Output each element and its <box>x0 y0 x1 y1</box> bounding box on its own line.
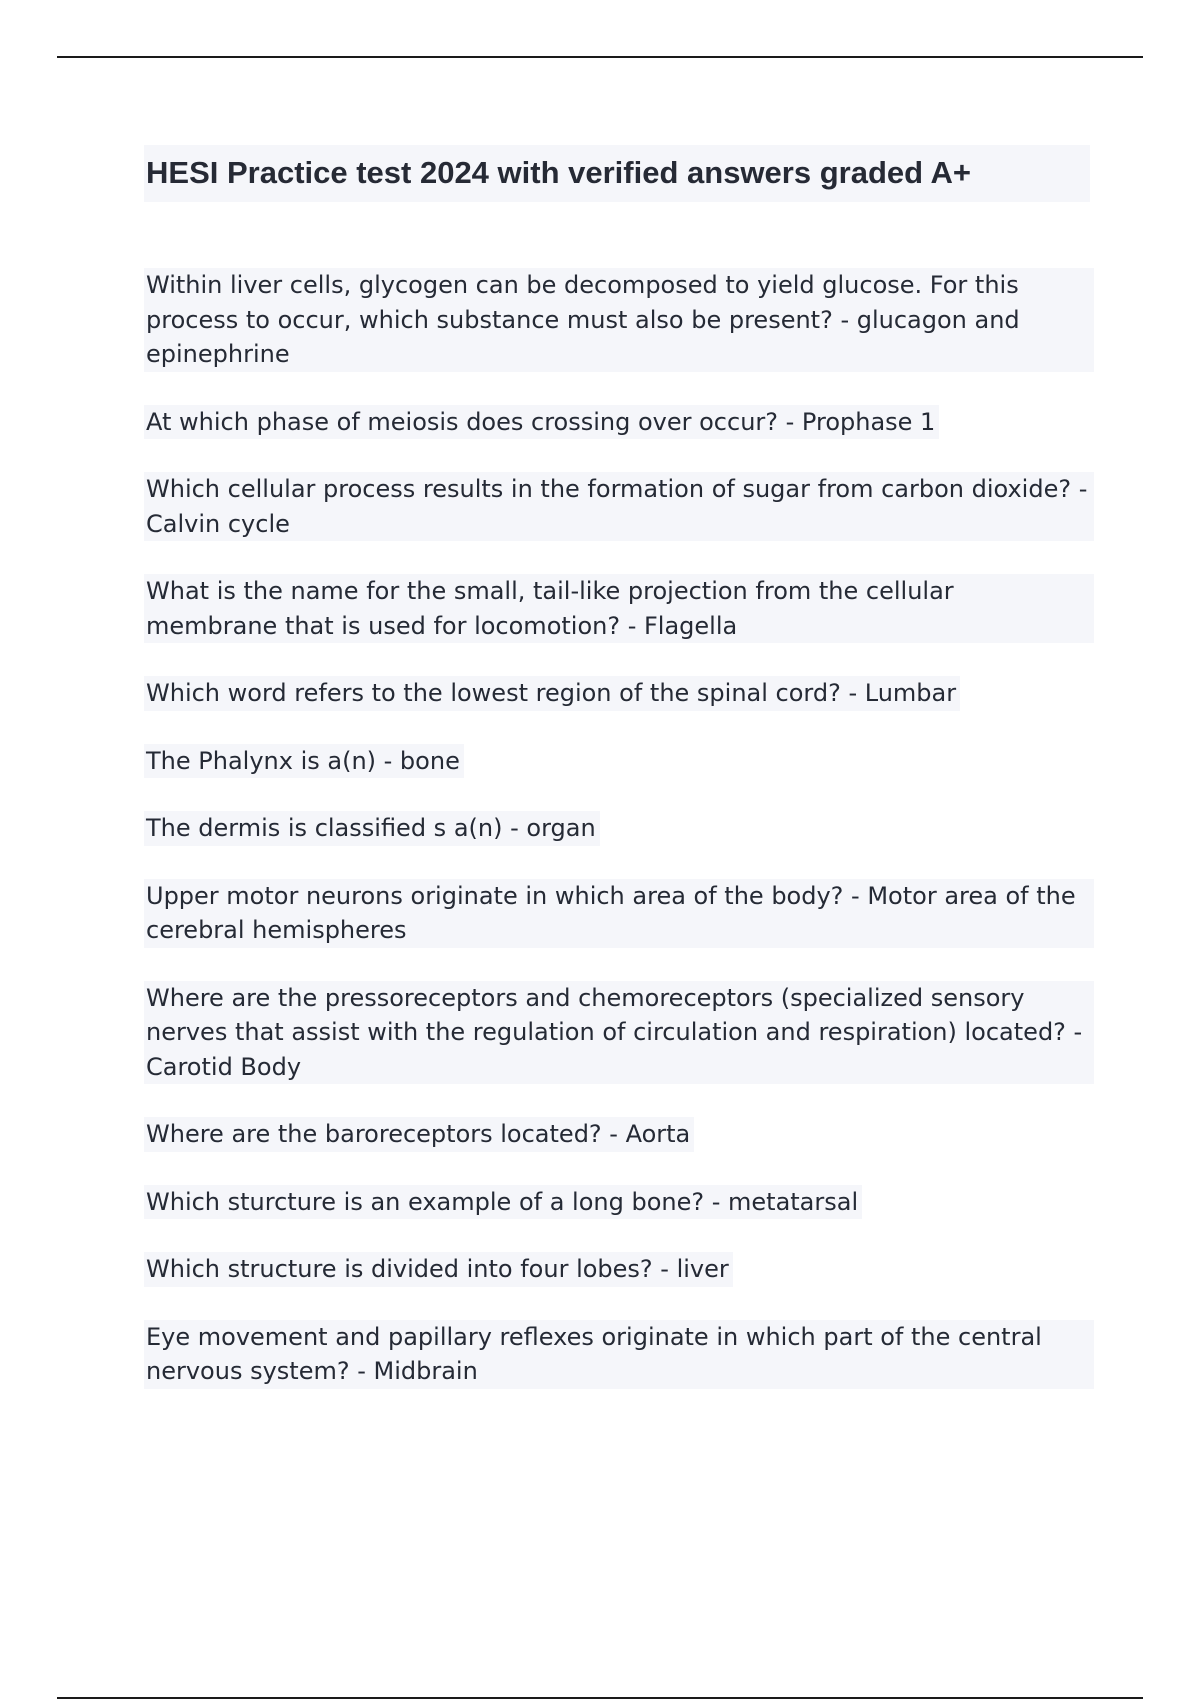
qa-item: Where are the pressoreceptors and chemoreceptors (specialized sensory nerves that assist with the regulation of circulation and respiration) located? - Carotid Body <box>144 981 1094 1085</box>
qa-item: Which cellular process results in the formation of sugar from carbon dioxide? - Calvin cycle <box>144 472 1094 541</box>
qa-item: Which sturcture is an example of a long bone? - metatarsal <box>144 1185 862 1220</box>
qa-item: Which word refers to the lowest region of the spinal cord? - Lumbar <box>144 676 960 711</box>
bottom-rule <box>57 1697 1143 1699</box>
document-title: HESI Practice test 2024 with verified answers graded A+ <box>146 155 972 190</box>
qa-item: Within liver cells, glycogen can be decomposed to yield glucose. For this process to occur, which substance must also be present? - glucagon and epinephrine <box>144 268 1094 372</box>
qa-item: Eye movement and papillary reflexes originate in which part of the central nervous system? - Midbrain <box>144 1320 1094 1389</box>
qa-item: What is the name for the small, tail-like projection from the cellular membrane that is used for locomotion? - Flagella <box>144 574 1094 643</box>
qa-list <box>144 268 1094 1422</box>
qa-item: At which phase of meiosis does crossing over occur? - Prophase 1 <box>144 405 939 440</box>
qa-item: The dermis is classified s a(n) - organ <box>144 811 600 846</box>
document-body <box>144 145 1094 1422</box>
title-block <box>144 145 1090 202</box>
qa-item: The Phalynx is a(n) - bone <box>144 744 464 779</box>
top-rule <box>57 56 1143 58</box>
qa-item: Which structure is divided into four lobes? - liver <box>144 1252 733 1287</box>
qa-item: Where are the baroreceptors located? - Aorta <box>144 1117 694 1152</box>
qa-item: Upper motor neurons originate in which area of the body? - Motor area of the cerebral hemispheres <box>144 879 1094 948</box>
